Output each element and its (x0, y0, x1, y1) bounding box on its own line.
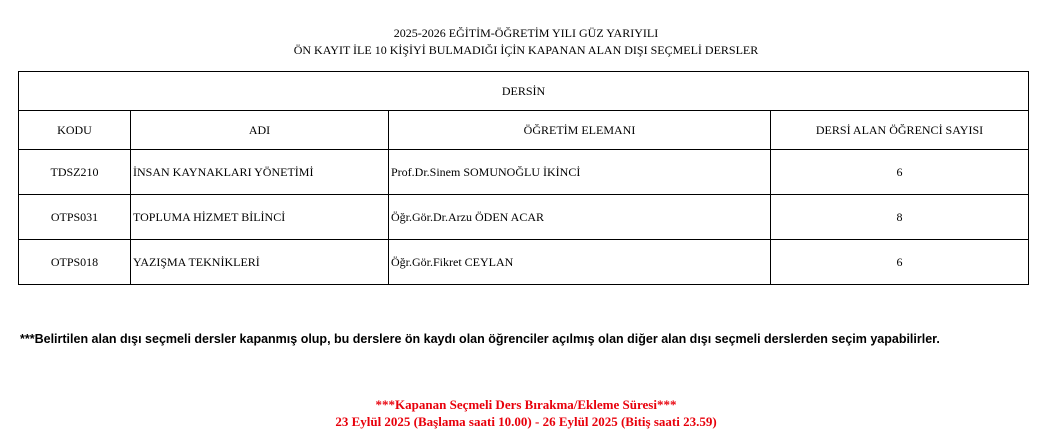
table-column-header-row (19, 111, 1029, 150)
course-student-count: 6 (771, 240, 1029, 285)
column-header-student-count: DERSİ ALAN ÖĞRENCİ SAYISI (771, 111, 1029, 150)
column-header-instructor: ÖĞRETİM ELEMANI (389, 111, 771, 150)
course-name: İNSAN KAYNAKLARI YÖNETİMİ (131, 150, 389, 195)
course-instructor: Prof.Dr.Sinem SOMUNOĞLU İKİNCİ (389, 150, 771, 195)
course-student-count: 8 (771, 195, 1029, 240)
table-row (19, 150, 1029, 195)
group-header-dersin: DERSİN (19, 72, 1029, 111)
table-row (19, 240, 1029, 285)
course-student-count: 6 (771, 150, 1029, 195)
deadline-title: ***Kapanan Seçmeli Ders Bırakma/Ekleme Süresi*** (375, 397, 677, 412)
course-code: OTPS018 (19, 240, 131, 285)
course-instructor: Öğr.Gör.Dr.Arzu ÖDEN ACAR (389, 195, 771, 240)
table-row (19, 195, 1029, 240)
closed-courses-table (18, 71, 1029, 285)
document-title-line2: ÖN KAYIT İLE 10 KİŞİYİ BULMADIĞI İÇİN KAPANAN ALAN DIŞI SEÇMELİ DERSLER (293, 43, 759, 57)
course-code: OTPS031 (19, 195, 131, 240)
course-name: TOPLUMA HİZMET BİLİNCİ (131, 195, 389, 240)
column-header-name: ADI (131, 111, 389, 150)
column-header-code: KODU (19, 111, 131, 150)
deadline-dates: 23 Eylül 2025 (Başlama saati 10.00) - 26 Eylül 2025 (Bitiş saati 23.59) (335, 414, 717, 429)
course-instructor: Öğr.Gör.Fikret CEYLAN (389, 240, 771, 285)
table-group-header-row (19, 72, 1029, 111)
course-code: TDSZ210 (19, 150, 131, 195)
course-name: YAZIŞMA TEKNİKLERİ (131, 240, 389, 285)
closure-note: ***Belirtilen alan dışı seçmeli dersler kapanmış olup, bu derslere ön kaydı olan öğrenciler açılmış olan diğer alan dışı seçmeli derslerden seçim yapabilirler. (20, 332, 940, 346)
document-title-line1: 2025-2026 EĞİTİM-ÖĞRETİM YILI GÜZ YARIYILI (393, 26, 659, 40)
